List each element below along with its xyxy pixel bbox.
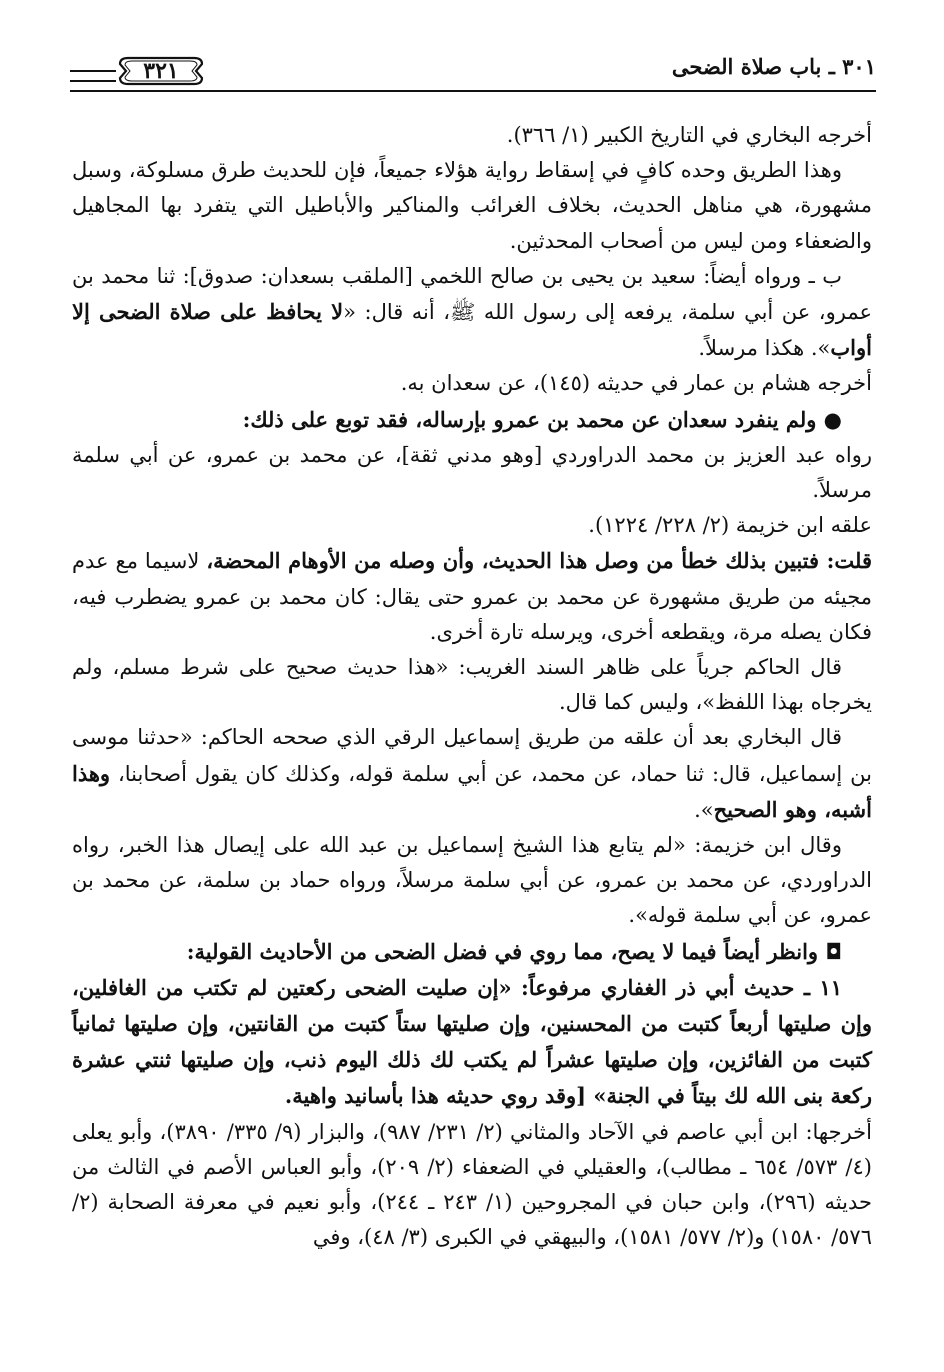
- page-body-text: [72, 118, 872, 1256]
- text-run: ».: [694, 797, 714, 822]
- text-run: قال الحاكم جرياً على ظاهر السند الغريب: «هذا حديث صحيح على شرط مسلم، ولم يخرجاه بهذا اللفظ»، وليس كما قال.: [72, 655, 872, 715]
- paragraph: [72, 259, 872, 367]
- bold-text-run: قلت: فتبين بذلك خطأ من وصل هذا الحديث، وأن وصله من الأوهام المحضة،: [206, 548, 872, 574]
- text-run: ». هكذا مرسلاً.: [698, 336, 831, 361]
- paragraph: [72, 366, 872, 401]
- text-run: ب ـ ورواه أيضاً: سعيد بن يحيى بن صالح اللخمي [الملقب بسعدان: صدوق]: ثنا محمد بن عمرو، عن أبي سلمة، يرفعه إلى رسول الله ﷺ، أنه قال: «: [72, 263, 872, 325]
- paragraph: [72, 720, 872, 828]
- chapter-title: ٣٠١ ـ باب صلاة الضحى: [671, 54, 876, 79]
- bold-text-run: لا يحافظ على صلاة الضحى إلا أواب: [72, 299, 872, 361]
- text-run: قال البخاري بعد أن علقه من طريق إسماعيل الرقي الذي صححه الحاكم: «حدثنا موسى بن إسماعيل، قال: ثنا حماد، عن محمد، عن أبي سلمة قوله، وكذلك كان يقول أصحابنا،: [72, 725, 872, 786]
- text-run: رواه عبد العزيز بن محمد الدراوردي [وهو مدني ثقة]، عن محمد بن عمرو، عن أبي سلمة مرسلاً.: [72, 442, 872, 503]
- paragraph: [72, 650, 872, 720]
- text-run: أخرجها: ابن أبي عاصم في الآحاد والمثاني (٢/ ٢٣١/ ٩٨٧)، والبزار (٩/ ٣٣٥/ ٣٨٩٠)، وأبو يعلى (٤/ ٥٧٣/ ٦٥٤ ـ مطالب)، والعقيلي في الضعفاء (٢/ ٢٠٩)، وأبو العباس الأصم في الثالث من حديثه (٢٩٦)، وابن حبان في المجروحين (١/ ٢٤٣ ـ ٢٤٤)، وأبو نعيم في معرفة الصحابة (٢/ ٥٧٦/ ١٥٨٠) و(٢/ ٥٧٧/ ١٥٨١)، والبيهقي في الكبرى (٣/ ٤٨)، وفي: [72, 1119, 872, 1250]
- paragraph: [72, 970, 872, 1115]
- paragraph: [72, 828, 872, 934]
- paragraph: [72, 934, 872, 970]
- paragraph: [72, 118, 872, 153]
- page-number: ٣٢١: [143, 58, 179, 84]
- paragraph: [72, 438, 872, 508]
- bold-text-run: ◘ وانظر أيضاً فيما لا يصح، مما روي في فضل الضحى من الأحاديث القولية:: [186, 938, 842, 964]
- paragraph: [72, 508, 872, 543]
- bold-text-run: ● ولم ينفرد سعدان عن محمد بن عمرو بإرساله، فقد توبع على ذلك:: [242, 406, 842, 432]
- paragraph: [72, 402, 872, 438]
- page-number-badge: [118, 54, 204, 88]
- text-run: لاسيما مع عدم مجيئه من طريق مشهورة عن محمد بن عمرو حتى يقال: كان محمد بن عمرو يضطرب فيه، فكان يصله مرة، ويقطعه أخرى، ويرسله تارة أخرى.: [72, 549, 872, 644]
- text-run: أخرجه هشام بن عمار في حديثه (١٤٥)، عن سعدان به.: [400, 371, 872, 396]
- text-run: علقه ابن خزيمة (٢/ ٢٢٨/ ١٢٢٤).: [588, 513, 872, 538]
- bold-text-run: ١١ ـ حديث أبي ذر الغفاري مرفوعاً: «إن صليت الضحى ركعتين لم تكتب من الغافلين، وإن صليتها أربعاً كتبت من المحسنين، وإن صليتها ستاً كتبت من القانتين، وإن صليتها ثمانياً كتبت من الفائزين، وإن صليتها عشراً لم يكتب لك ذلك اليوم ذنب، وإن صليتها ثنتي عشرة ركعة بنى الله لك بيتاً في الجنة» [وقد روي حديثه هذا بأسانيد واهية.: [72, 974, 872, 1109]
- bold-text-run: وهذا أشبه، وهو الصحيح: [72, 760, 872, 822]
- paragraph: [72, 153, 872, 259]
- text-run: أخرجه البخاري في التاريخ الكبير (١/ ٣٦٦).: [506, 123, 872, 147]
- header-ornament-lines: [70, 70, 116, 82]
- page-header: [70, 46, 876, 92]
- text-run: وقال ابن خزيمة: «لم يتابع هذا الشيخ إسماعيل بن عبد الله على إيصال هذا الخبر، رواه الدراوردي، عن محمد بن عمرو، عن أبي سلمة مرسلاً، ورواه حماد بن سلمة، عن محمد بن عمرو، عن أبي سلمة قوله».: [72, 833, 872, 928]
- text-run: وهذا الطريق وحده كافٍ في إسقاط رواية هؤلاء جميعاً، فإن للحديث طرق مسلوكة، وسبل مشهورة، هي مناهل الحديث، بخلاف الغرائب والمناكير والأباطيل التي يتفرد بها المجاهيل والضعفاء ومن ليس من أصحاب المحدثين.: [72, 158, 872, 253]
- paragraph: [72, 543, 872, 650]
- header-rule: [70, 90, 876, 92]
- paragraph: [72, 1115, 872, 1256]
